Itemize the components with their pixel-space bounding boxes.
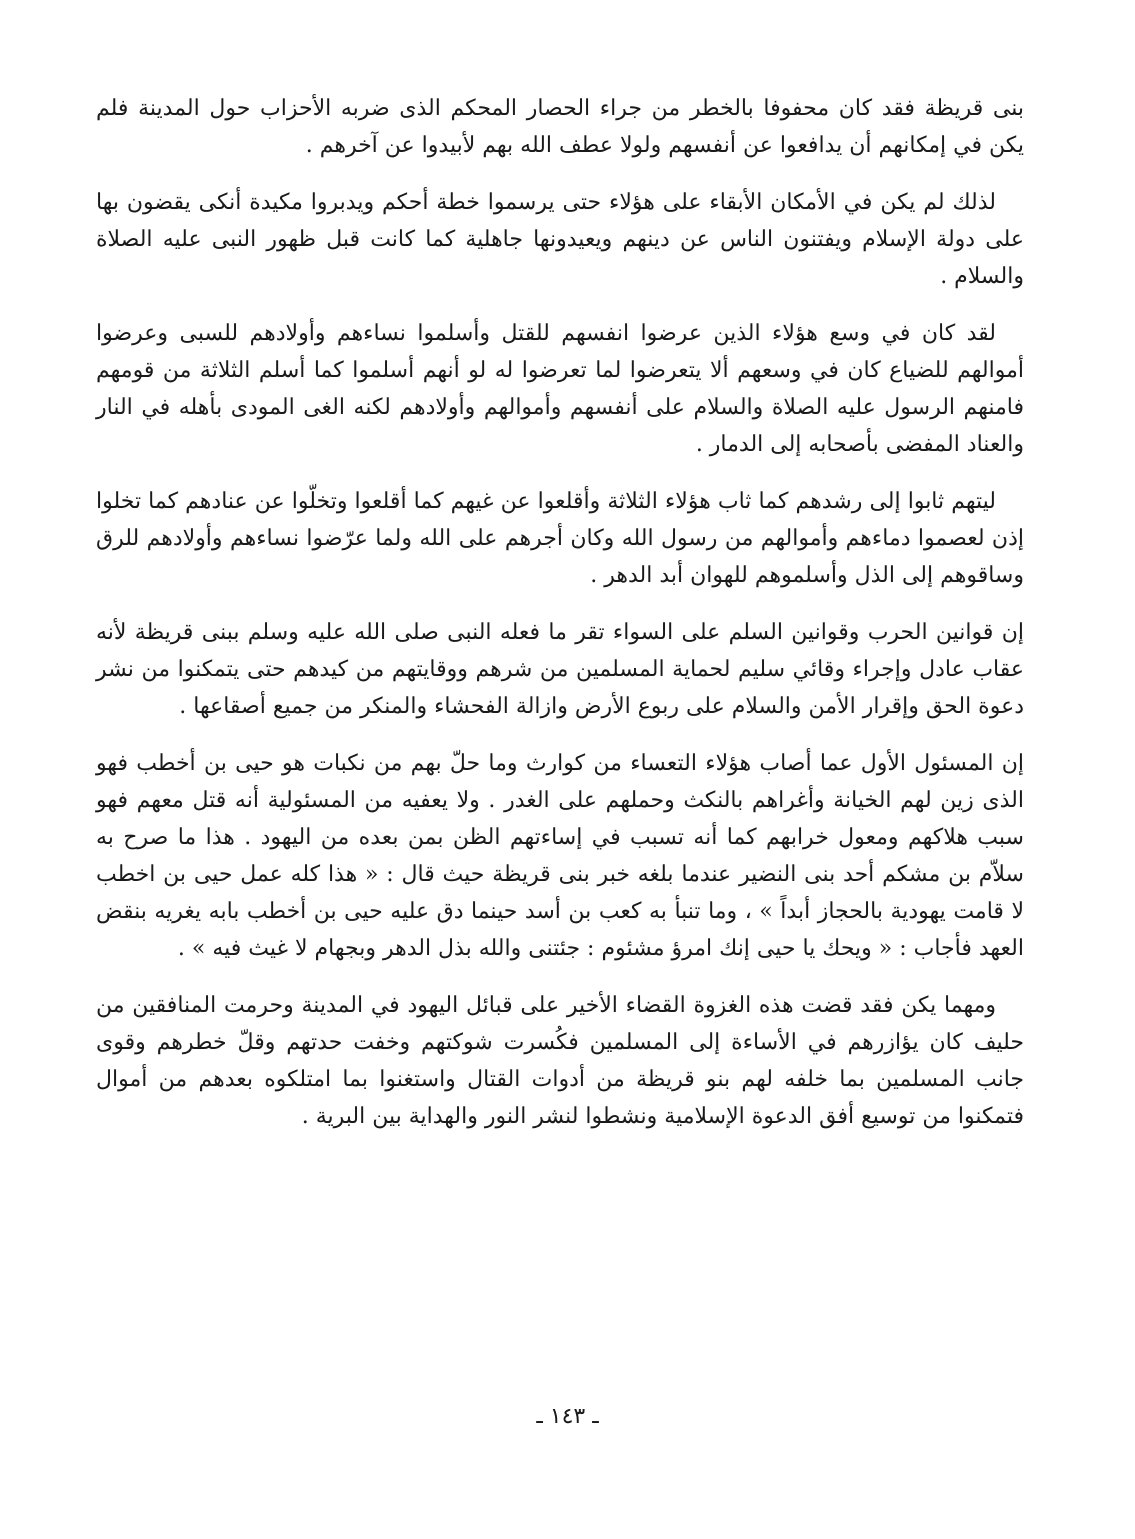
paragraph-6: إن المسئول الأول عما أصاب هؤلاء التعساء من كوارث وما حلّ بهم من نكبات هو حيى بن أخطب فهو الذى زين لهم الخيانة وأغراهم بالنكث وحملهم على الغدر . ولا يعفيه من المسئولية أنه قتل معهم فهو سبب هلاكهم ومعول خرابهم كما أنه تسبب في إساءتهم الظن بمن بعده من اليهود . هذا ما صرح به سلاّم بن مشكم أحد بنى النضير عندما بلغه خبر بنى قريظة حيث قال : « هذا كله عمل حيى بن اخطب لا قامت يهودية بالحجاز أبداً » ، وما تنبأ به كعب بن أسد حينما دق عليه حيى بن أخطب بابه يغريه بنقض العهد فأجاب : « ويحك يا حيى إنك امرؤ مشئوم : جئتنى والله بذل الدهر وبجهام لا غيث فيه » . bbox=[96, 751, 1024, 961]
paragraph-7: ومهما يكن فقد قضت هذه الغزوة القضاء الأخير على قبائل اليهود في المدينة وحرمت المنافقين من حليف كان يؤازرهم في الأساءة إلى المسلمين فكُسرت شوكتهم وخفت حدتهم وقلّ خطرهم وقوى جانب المسلمين بما خلفه لهم بنو قريظة من أدوات القتال واستغنوا بما امتلكوه بعدهم من أموال فتمكنوا من توسيع أفق الدعوة الإسلامية ونشطوا لنشر النور والهداية بين البرية . bbox=[96, 993, 1024, 1129]
page-number: ـ ١٤٣ ـ bbox=[536, 1404, 599, 1429]
paragraph-5: إن قوانين الحرب وقوانين السلم على السواء تقر ما فعله النبى صلى الله عليه وسلم ببنى قريظة لأنه عقاب عادل وإجراء وقائي سليم لحماية المسلمين من شرهم ووقايتهم من كيدهم حتى يتمكنوا من نشر دعوة الحق وإقرار الأمن والسلام على ربوع الأرض وازالة الفحشاء والمنكر من جميع أصقاعها . bbox=[96, 620, 1024, 719]
paragraph-4: ليتهم ثابوا إلى رشدهم كما ثاب هؤلاء الثلاثة وأقلعوا عن غيهم كما أقلعوا وتخلّوا عن عنادهم كما تخلوا إذن لعصموا دماءهم وأموالهم من رسول الله وكان أجرهم على الله ولما عرّضوا نساءهم وأولادهم للرق وساقوهم إلى الذل وأسلموهم للهوان أبد الدهر . bbox=[96, 489, 1024, 588]
paragraph-2: لذلك لم يكن في الأمكان الأبقاء على هؤلاء حتى يرسموا خطة أحكم ويدبروا مكيدة أنكى يقضون بها على دولة الإسلام ويفتنون الناس عن دينهم ويعيدونها جاهلية كما كانت قبل ظهور النبى عليه الصلاة والسلام . bbox=[96, 190, 1024, 289]
paragraph-1: بنى قريظة فقد كان محفوفا بالخطر من جراء الحصار المحكم الذى ضربه الأحزاب حول المدينة فلم يكن في إمكانهم أن يدافعوا عن أنفسهم ولولا عطف الله بهم لأبيدوا عن آخرهم . bbox=[96, 96, 1024, 158]
body-text bbox=[96, 90, 1024, 1155]
paragraph-3: لقد كان في وسع هؤلاء الذين عرضوا انفسهم للقتل وأسلموا نساءهم وأولادهم للسبى وعرضوا أموالهم للضياع كان في وسعهم ألا يتعرضوا لما تعرضوا له لو أنهم أسلموا كما أسلم الثلاثة من قومهم فامنهم الرسول عليه الصلاة والسلام على أنفسهم وأموالهم وأولادهم لكنه الغى المودى بأهله في النار والعناد المفضى بأصحابه إلى الدمار . bbox=[96, 321, 1025, 457]
